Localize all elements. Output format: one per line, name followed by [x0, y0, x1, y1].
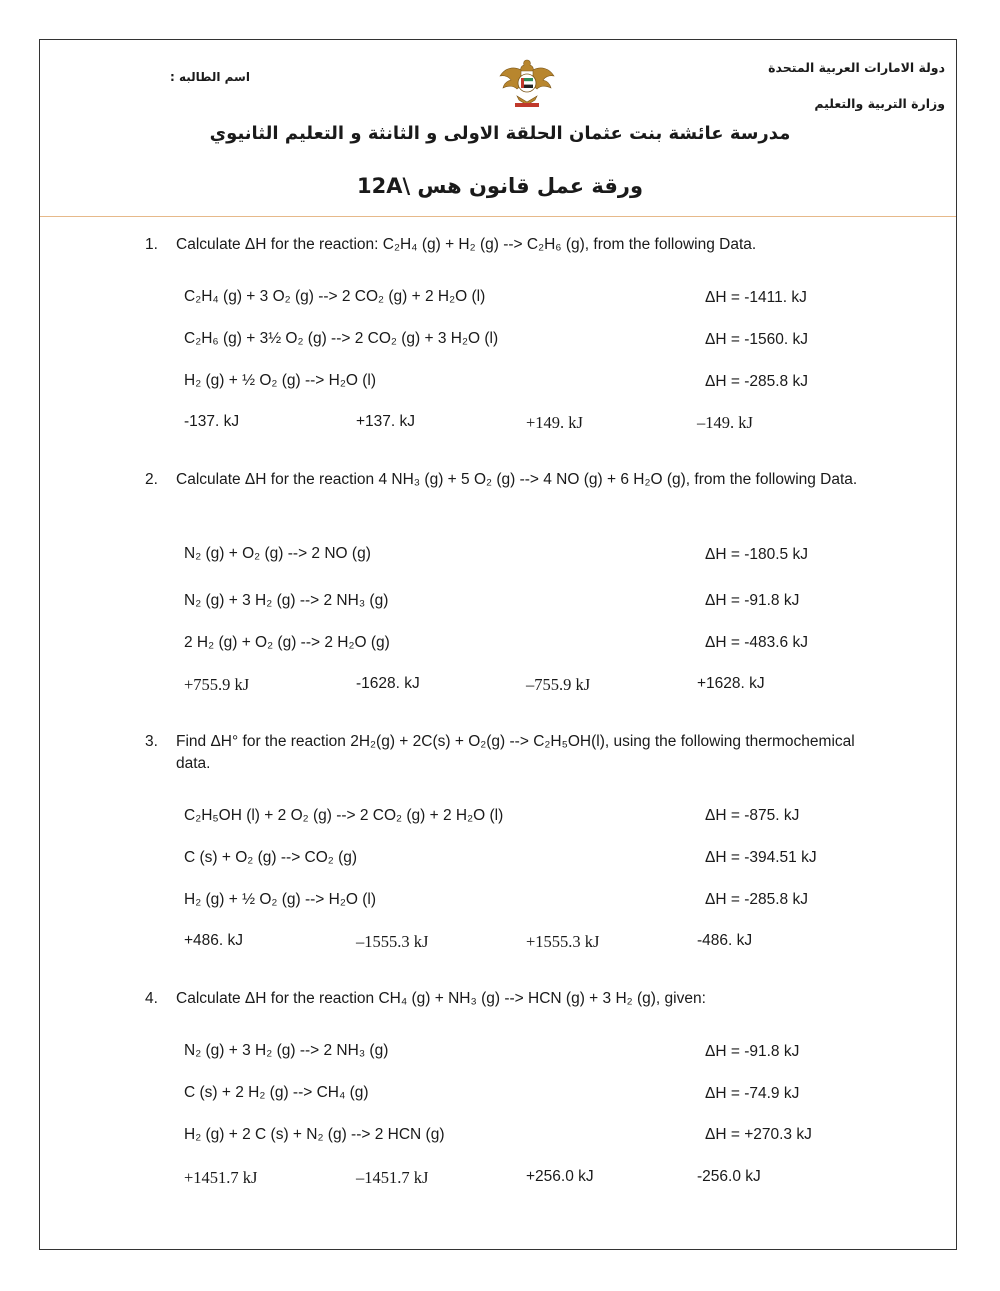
question-text: Calculate ΔH for the reaction CH₄ (g) + NH₃ (g) --> HCN (g) + 3 H₂ (g), given: — [176, 990, 706, 1007]
question-text: Calculate ΔH for the reaction: C₂H₄ (g) + H₂ (g) --> C₂H₆ (g), from the following Data. — [176, 236, 757, 253]
header-divider — [40, 216, 956, 217]
equation: C (s) + O₂ (g) --> CO₂ (g) — [184, 849, 358, 866]
answer-option[interactable]: –1555.3 kJ — [356, 932, 429, 951]
equation: C₂H₅OH (l) + 2 O₂ (g) --> 2 CO₂ (g) + 2 H₂O (l) — [184, 807, 504, 824]
answer-option[interactable]: –755.9 kJ — [526, 675, 591, 694]
question-1 — [145, 234, 865, 256]
question-text: Calculate ΔH for the reaction 4 NH₃ (g) + 5 O₂ (g) --> 4 NO (g) + 6 H₂O (g), from the following Data. — [176, 471, 858, 488]
equation: C₂H₆ (g) + 3½ O₂ (g) --> 2 CO₂ (g) + 3 H₂O (l) — [184, 330, 499, 347]
equation: 2 H₂ (g) + O₂ (g) --> 2 H₂O (g) — [184, 634, 390, 651]
enthalpy-value: ΔH = -1411. kJ — [705, 289, 807, 306]
equation: C (s) + 2 H₂ (g) --> CH₄ (g) — [184, 1084, 369, 1101]
ministry-name: وزارة التربية والتعليم — [814, 96, 945, 111]
uae-emblem-icon — [497, 56, 557, 108]
equation: N₂ (g) + 3 H₂ (g) --> 2 NH₃ (g) — [184, 1042, 389, 1059]
question-number: 2. — [145, 471, 158, 488]
enthalpy-value: ΔH = -74.9 kJ — [705, 1085, 800, 1102]
question-number: 3. — [145, 733, 158, 750]
enthalpy-value: ΔH = -394.51 kJ — [705, 849, 817, 866]
answer-option[interactable]: +1628. kJ — [697, 675, 765, 692]
answer-option[interactable]: +149. kJ — [526, 413, 583, 432]
enthalpy-value: ΔH = -483.6 kJ — [705, 634, 808, 651]
question-number: 1. — [145, 236, 158, 253]
answer-option[interactable]: -256.0 kJ — [697, 1168, 761, 1185]
question-4 — [145, 988, 865, 1010]
answer-option[interactable]: -1628. kJ — [356, 675, 420, 692]
answer-option[interactable]: –1451.7 kJ — [356, 1168, 429, 1187]
equation: N₂ (g) + O₂ (g) --> 2 NO (g) — [184, 545, 371, 562]
page-border — [39, 39, 957, 1250]
equation: N₂ (g) + 3 H₂ (g) --> 2 NH₃ (g) — [184, 592, 389, 609]
answer-option[interactable]: +486. kJ — [184, 932, 244, 949]
equation: H₂ (g) + 2 C (s) + N₂ (g) --> 2 HCN (g) — [184, 1126, 445, 1143]
enthalpy-value: ΔH = -91.8 kJ — [705, 1043, 800, 1060]
answer-option[interactable]: +1555.3 kJ — [526, 932, 600, 951]
enthalpy-value: ΔH = -1560. kJ — [705, 331, 808, 348]
enthalpy-value: ΔH = -180.5 kJ — [705, 546, 808, 563]
worksheet-title: ورقة عمل قانون هس \12A — [356, 174, 644, 198]
question-text: Find ΔH° for the reaction 2H₂(g) + 2C(s) + O₂(g) --> C₂H₅OH(l), using the following thermochemical data. — [176, 733, 855, 772]
enthalpy-value: ΔH = -285.8 kJ — [705, 373, 808, 390]
enthalpy-value: ΔH = -285.8 kJ — [705, 891, 808, 908]
enthalpy-value: ΔH = -875. kJ — [705, 807, 800, 824]
equation: H₂ (g) + ½ O₂ (g) --> H₂O (l) — [184, 372, 377, 389]
equation: C₂H₄ (g) + 3 O₂ (g) --> 2 CO₂ (g) + 2 H₂O (l) — [184, 288, 486, 305]
answer-option[interactable]: -137. kJ — [184, 413, 240, 430]
answer-option[interactable]: –149. kJ — [697, 413, 753, 432]
answer-option[interactable]: +1451.7 kJ — [184, 1168, 258, 1187]
answer-option[interactable]: +755.9 kJ — [184, 675, 250, 694]
enthalpy-value: ΔH = +270.3 kJ — [705, 1126, 812, 1143]
question-2 — [145, 469, 865, 491]
school-name: مدرسة عائشة بنت عثمان الحلقة الاولى و الثانثة و التعليم الثانيوي — [209, 123, 791, 144]
equation: H₂ (g) + ½ O₂ (g) --> H₂O (l) — [184, 891, 377, 908]
ministry-block — [768, 50, 945, 122]
country-name: دولة الامارات العربية المتحدة — [768, 60, 945, 75]
answer-option[interactable]: +256.0 kJ — [526, 1168, 594, 1185]
question-3 — [145, 731, 865, 775]
enthalpy-value: ΔH = -91.8 kJ — [705, 592, 800, 609]
student-name-label: اسم الطالبه : — [170, 70, 250, 84]
answer-option[interactable]: +137. kJ — [356, 413, 416, 430]
question-number: 4. — [145, 990, 158, 1007]
answer-option[interactable]: -486. kJ — [697, 932, 753, 949]
